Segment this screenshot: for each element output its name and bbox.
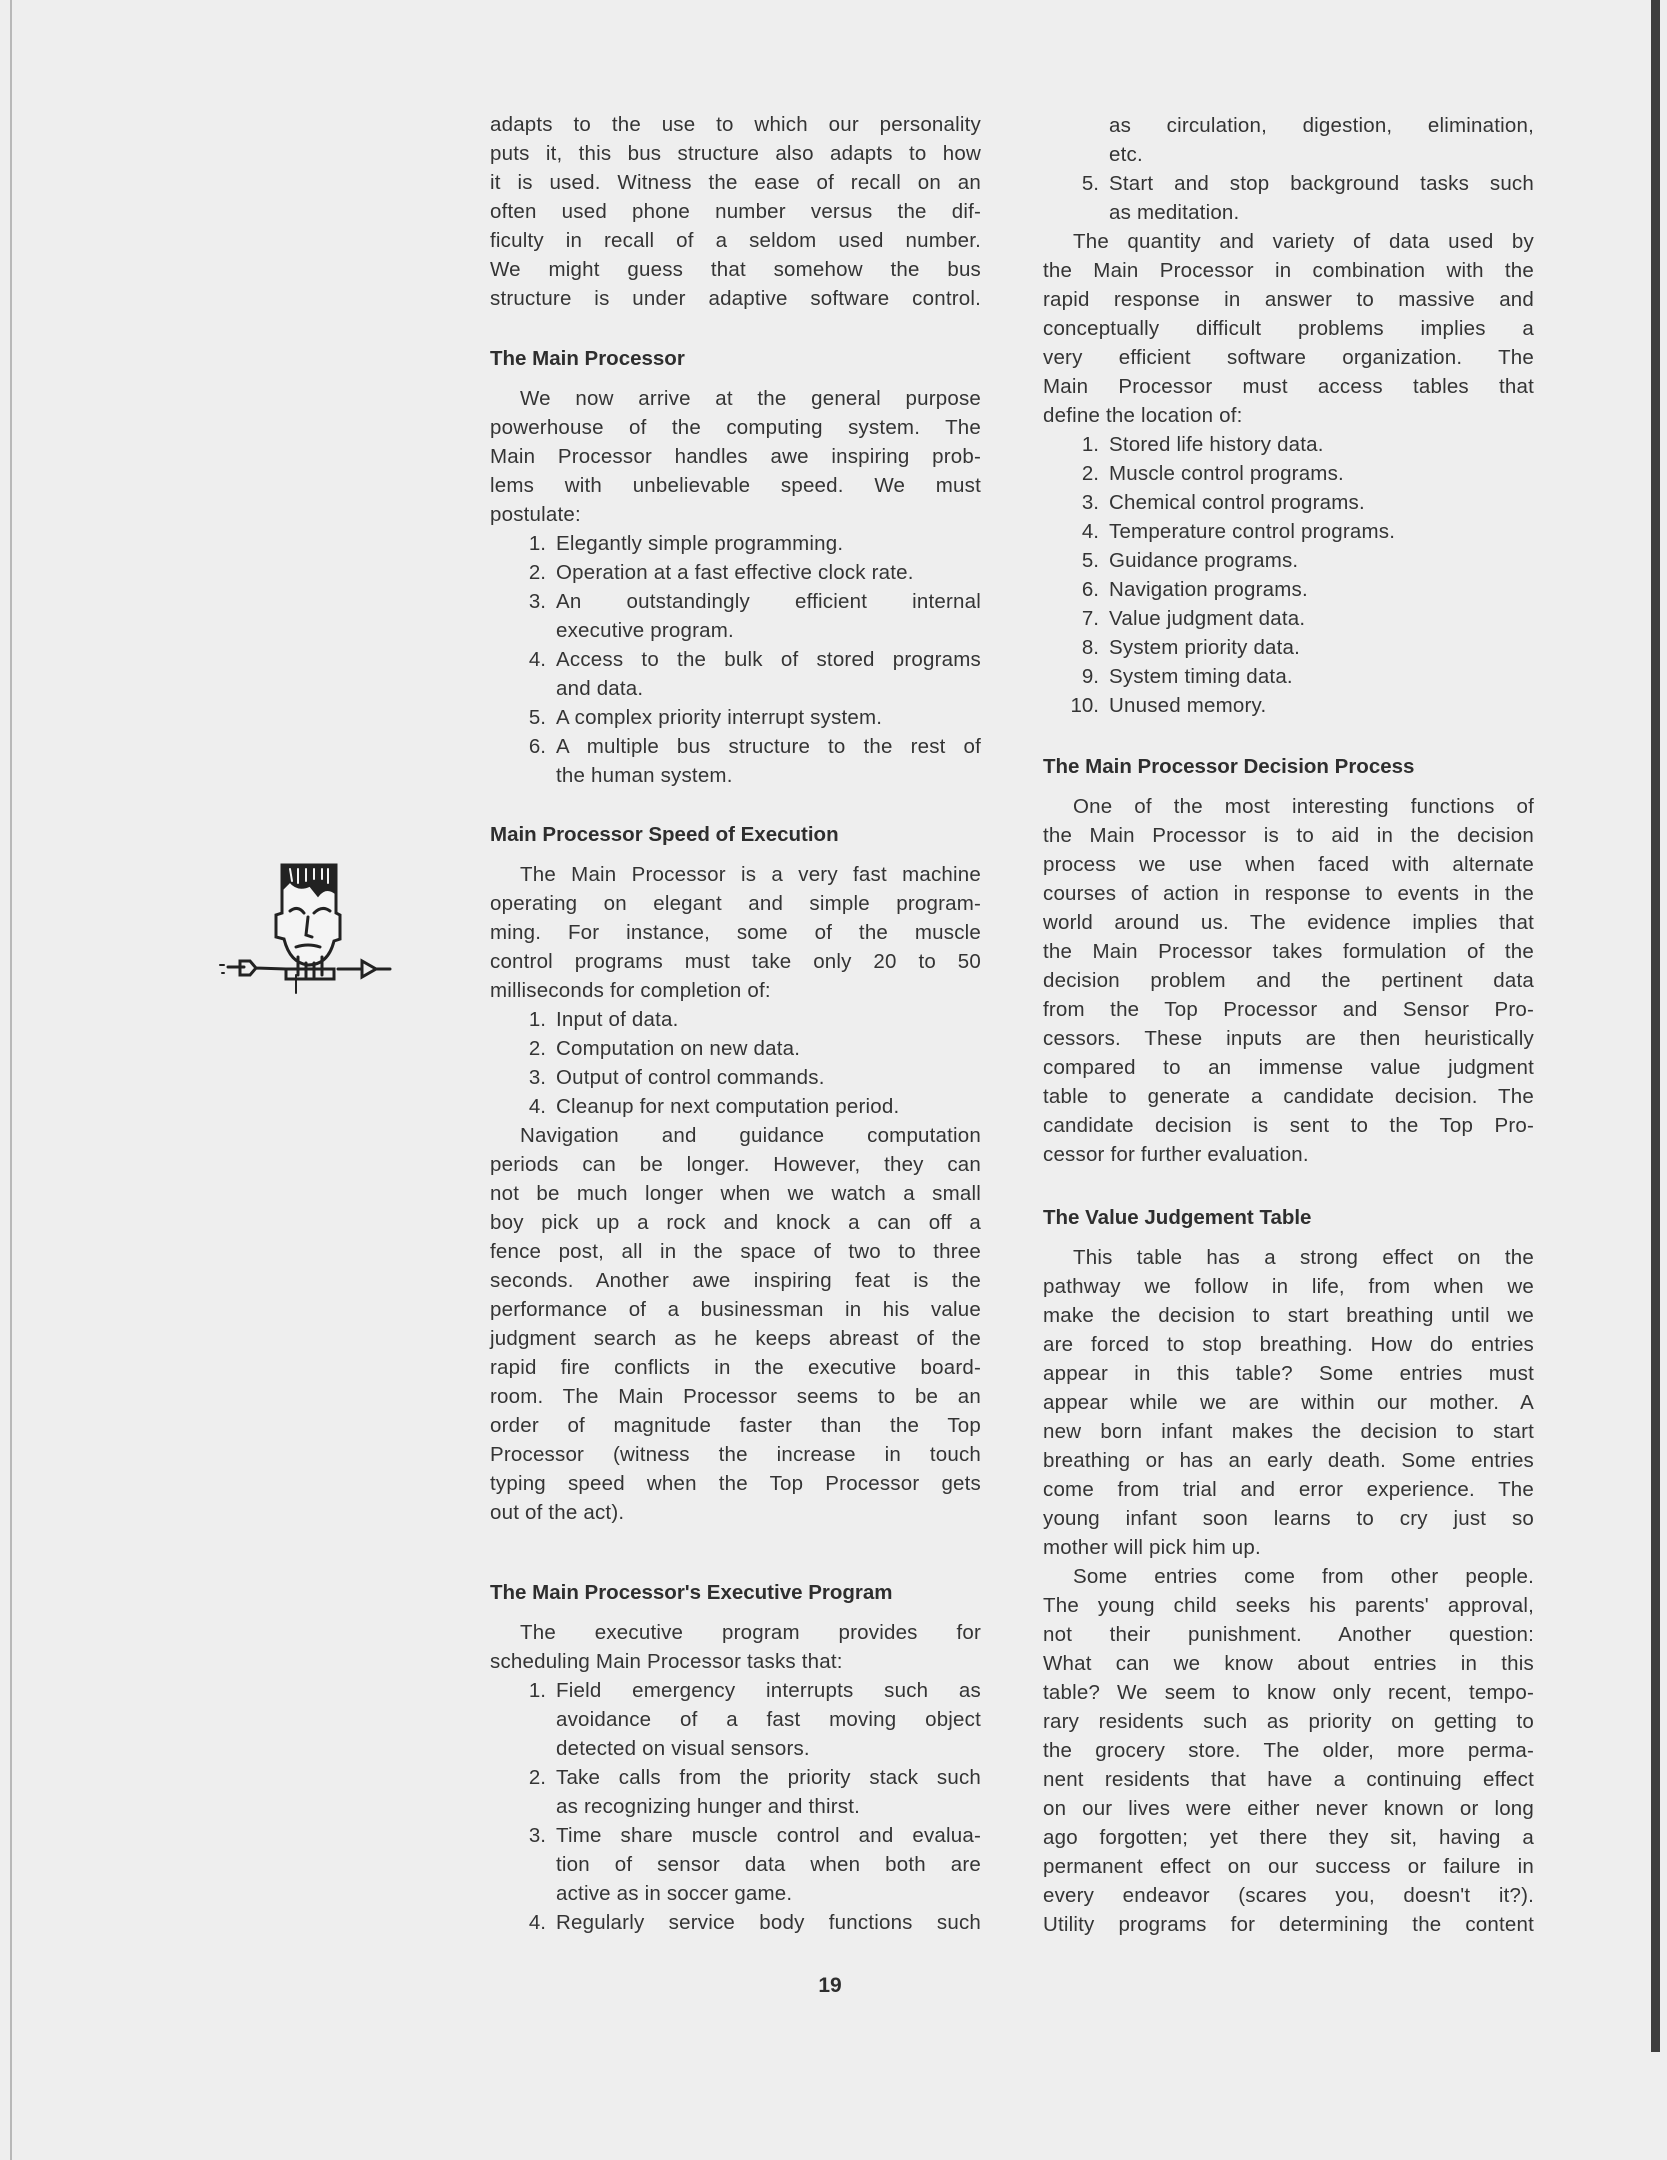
text-line: process we use when faced with alternate [1043,853,1534,876]
text-line: table to generate a candidate decision. The [1043,1085,1534,1108]
text-line: define the location of: [1043,404,1243,427]
text-line: order of magnitude faster than the Top [490,1414,981,1437]
list-item-text: Temperature control programs. [1109,520,1396,543]
list-item [490,1063,981,1092]
section-heading: The Main Processor [490,347,685,370]
list-item [1043,604,1534,633]
list-item-text: as meditation. [1109,201,1240,224]
text-line: milliseconds for completion of: [490,979,771,1002]
text-line: The quantity and variety of data used by [1073,230,1534,253]
list-item-text: Guidance programs. [1109,549,1299,572]
list-item-text: Access to the bulk of stored programs [556,648,981,671]
list-item-text: Input of data. [556,1008,679,1031]
list-item-text: Computation on new data. [556,1037,801,1060]
text-line: periods can be longer. However, they can [490,1153,981,1176]
section-heading: The Main Processor's Executive Program [490,1581,893,1604]
text-line: every endeavor (scares you, doesn't it?). [1043,1884,1534,1907]
text-line: lems with unbelievable speed. We must [490,474,981,497]
text-line: new born infant makes the decision to start [1043,1420,1534,1443]
list-item-text: detected on visual sensors. [556,1737,810,1760]
text-line: make the decision to start breathing until we [1043,1304,1534,1327]
list-item-number: 2. [528,561,546,584]
list-item [490,1034,981,1063]
list-item [490,1763,981,1821]
text-line: postulate: [490,503,581,526]
section [1043,111,1534,720]
list-item [490,1005,981,1034]
paragraph [490,1618,981,1676]
text-line: come from trial and error experience. The [1043,1478,1534,1501]
list-item-text: Value judgment data. [1109,607,1306,630]
list-item-number: 6. [528,735,546,758]
list-item-text: as recognizing hunger and thirst. [556,1795,861,1818]
text-line: ficulty in recall of a seldom used number. [490,229,981,252]
text-line: control programs must take only 20 to 50 [490,950,981,973]
list-item-number: 3. [1081,491,1099,514]
text-line: not be much longer when we watch a small [490,1182,981,1205]
list-item-text: as circulation, digestion, elimination, [1109,114,1534,137]
list-item-number: 2. [1081,462,1099,485]
list-item-number: 3. [528,1066,546,1089]
list-item [1043,459,1534,488]
text-line: young infant soon learns to cry just so [1043,1507,1534,1530]
section [490,820,981,1527]
text-line: We might guess that somehow the bus [490,258,981,281]
numbered-list [1043,430,1534,720]
text-line: What can we know about entries in this [1043,1652,1534,1675]
text-line: rapid response in answer to massive and [1043,288,1534,311]
text-line: seconds. Another awe inspiring feat is the [490,1269,981,1292]
section [1043,752,1534,1169]
text-line: mother will pick him up. [1043,1536,1261,1559]
text-line: table? We seem to know only recent, tempo- [1043,1681,1534,1704]
list-item-text: avoidance of a fast moving object [556,1708,981,1731]
list-item [1043,517,1534,546]
numbered-list [490,1005,981,1121]
text-line: ago forgotten; yet there they sit, having a [1043,1826,1534,1849]
list-item-number [1043,111,1099,140]
list-item [490,529,981,558]
list-item [490,645,981,703]
list-item-number: 4. [1081,520,1099,543]
text-line: powerhouse of the computing system. The [490,416,981,439]
text-line: pathway we follow in life, from when we [1043,1275,1534,1298]
text-line: permanent effect on our success or failure in [1043,1855,1534,1878]
list-item-number: 4. [528,648,546,671]
page-left-edge [10,0,12,2160]
text-line: out of the act). [490,1501,625,1524]
section [490,1578,981,1937]
list-item-text: Take calls from the priority stack such [556,1766,981,1789]
list-item-number: 1. [528,1008,546,1031]
text-line: The executive program provides for [520,1621,981,1644]
text-line: ming. For instance, some of the muscle [490,921,981,944]
text-line: We now arrive at the general purpose [520,387,981,410]
list-item [1043,575,1534,604]
list-item-number: 6. [1081,578,1099,601]
text-line: Navigation and guidance computation [520,1124,981,1147]
list-item-text: Muscle control programs. [1109,462,1344,485]
list-item-number: 5. [1081,549,1099,572]
text-line: operating on elegant and simple program- [490,892,981,915]
text-line: Processor (witness the increase in touch [490,1443,981,1466]
numbered-list [490,1676,981,1937]
numbered-list [1043,111,1534,227]
text-line: are forced to stop breathing. How do entries [1043,1333,1534,1356]
text-line: boy pick up a rock and knock a can off a [490,1211,981,1234]
frankenstein-sketch-icon [210,845,410,995]
list-item-text: A multiple bus structure to the rest of [556,735,981,758]
list-item [490,1821,981,1908]
text-line: the Main Processor takes formulation of the [1043,940,1534,963]
text-line: compared to an immense value judgment [1043,1056,1534,1079]
section-heading: The Main Processor Decision Process [1043,755,1415,778]
list-item [1043,169,1534,227]
list-item-number: 5. [1081,172,1099,195]
list-item-number: 2. [528,1037,546,1060]
text-line: not their punishment. Another question: [1043,1623,1534,1646]
text-line: very efficient software organization. The [1043,346,1534,369]
text-line: the Main Processor is to aid in the decision [1043,824,1534,847]
list-item-text: Navigation programs. [1109,578,1308,601]
text-line: appear in this table? Some entries must [1043,1362,1534,1385]
list-item-number: 4. [528,1095,546,1118]
list-item-text: the human system. [556,764,733,787]
text-line: the grocery store. The older, more perma- [1043,1739,1534,1762]
text-line: nent residents that have a continuing effect [1043,1768,1534,1791]
list-item-text: A complex priority interrupt system. [556,706,883,729]
list-item-number: 5. [528,706,546,729]
list-item-text: and data. [556,677,644,700]
list-item [1043,430,1534,459]
list-item [490,1908,981,1937]
list-item [1043,111,1534,169]
list-item [490,703,981,732]
text-line: on our lives were either never known or long [1043,1797,1534,1820]
text-line: candidate decision is sent to the Top Pro- [1043,1114,1534,1137]
list-item-number: 9. [1081,665,1099,688]
section-heading: Main Processor Speed of Execution [490,823,839,846]
text-line: scheduling Main Processor tasks that: [490,1650,843,1673]
list-item-number: 1. [528,1679,546,1702]
section-heading: The Value Judgement Table [1043,1206,1312,1229]
text-line: judgment search as he keeps abreast of the [490,1327,981,1350]
list-item-number: 4. [528,1911,546,1934]
list-item-text: tion of sensor data when both are [556,1853,981,1876]
list-item-text: Elegantly simple programming. [556,532,844,555]
list-item-text: Field emergency interrupts such as [556,1679,981,1702]
list-item-text: Operation at a fast effective clock rate. [556,561,914,584]
list-item-number: 8. [1081,636,1099,659]
paragraph [490,110,981,313]
list-item [1043,691,1534,720]
text-line: conceptually difficult problems implies a [1043,317,1534,340]
page-number: 19 [818,1974,842,1997]
list-item-text: active as in soccer game. [556,1882,793,1905]
list-item-number: 1. [528,532,546,555]
list-item-number: 2. [528,1766,546,1789]
text-line: Some entries come from other people. [1073,1565,1534,1588]
text-line: typing speed when the Top Processor gets [490,1472,981,1495]
text-line: from the Top Processor and Sensor Pro- [1043,998,1534,1021]
text-line: adapts to the use to which our personality [490,113,981,136]
list-item-number: 3. [528,1824,546,1847]
list-item [490,587,981,645]
text-line: structure is under adaptive software control. [490,287,981,310]
list-item-text: Time share muscle control and evalua- [556,1824,981,1847]
list-item-number: 3. [528,590,546,613]
list-item-text: Chemical control programs. [1109,491,1365,514]
list-item [490,558,981,587]
list-item-text: System priority data. [1109,636,1301,659]
text-line: decision problem and the pertinent data [1043,969,1534,992]
section [490,344,981,790]
list-item [490,1092,981,1121]
text-line: room. The Main Processor seems to be an [490,1385,981,1408]
paragraph [490,384,981,529]
text-line: fence post, all in the space of two to three [490,1240,981,1263]
text-line: Main Processor must access tables that [1043,375,1534,398]
text-line: performance of a businessman in his value [490,1298,981,1321]
list-item [1043,662,1534,691]
text-line: the Main Processor in combination with the [1043,259,1534,282]
list-item [1043,633,1534,662]
text-line: cessor for further evaluation. [1043,1143,1309,1166]
list-item-text: etc. [1109,143,1143,166]
list-item [490,1676,981,1763]
list-item-text: System timing data. [1109,665,1293,688]
text-line: appear while we are within our mother. A [1043,1391,1534,1414]
numbered-list [490,529,981,790]
text-line: courses of action in response to events in the [1043,882,1534,905]
list-item-text: Regularly service body functions such [556,1911,981,1934]
list-item-text: executive program. [556,619,734,642]
list-item-text: Start and stop background tasks such [1109,172,1534,195]
page-right-edge [1651,0,1660,2052]
paragraph [1043,1243,1534,1562]
list-item-number: 7. [1081,607,1099,630]
paragraph [1043,227,1534,430]
list-item-number: 10. [1070,694,1099,717]
text-line: Utility programs for determining the content [1043,1913,1534,1936]
list-item [490,732,981,790]
text-line: rapid fire conflicts in the executive board- [490,1356,981,1379]
text-line: Main Processor handles awe inspiring prob- [490,445,981,468]
paragraph [1043,792,1534,1169]
list-item-text: Unused memory. [1109,694,1267,717]
text-line: The young child seeks his parents' approval, [1043,1594,1534,1617]
text-line: puts it, this bus structure also adapts to how [490,142,981,165]
paragraph [490,860,981,1005]
list-item-number: 1. [1081,433,1099,456]
list-item-text: An outstandingly efficient internal [556,590,981,613]
text-line: it is used. Witness the ease of recall on an [490,171,981,194]
paragraph [1043,1562,1534,1939]
text-line: One of the most interesting functions of [1073,795,1534,818]
list-item [1043,488,1534,517]
text-line: The Main Processor is a very fast machine [520,863,981,886]
list-item-text: Stored life history data. [1109,433,1324,456]
list-item-text: Output of control commands. [556,1066,825,1089]
text-line: breathing or has an early death. Some entries [1043,1449,1534,1472]
text-line: cessors. These inputs are then heuristically [1043,1027,1534,1050]
text-line: often used phone number versus the dif- [490,200,981,223]
section [1043,1203,1534,1939]
list-item-text: Cleanup for next computation period. [556,1095,900,1118]
paragraph [490,1121,981,1527]
text-line: This table has a strong effect on the [1073,1246,1534,1269]
text-line: world around us. The evidence implies that [1043,911,1534,934]
section [490,110,981,313]
text-line: rary residents such as priority on getting to [1043,1710,1534,1733]
list-item [1043,546,1534,575]
